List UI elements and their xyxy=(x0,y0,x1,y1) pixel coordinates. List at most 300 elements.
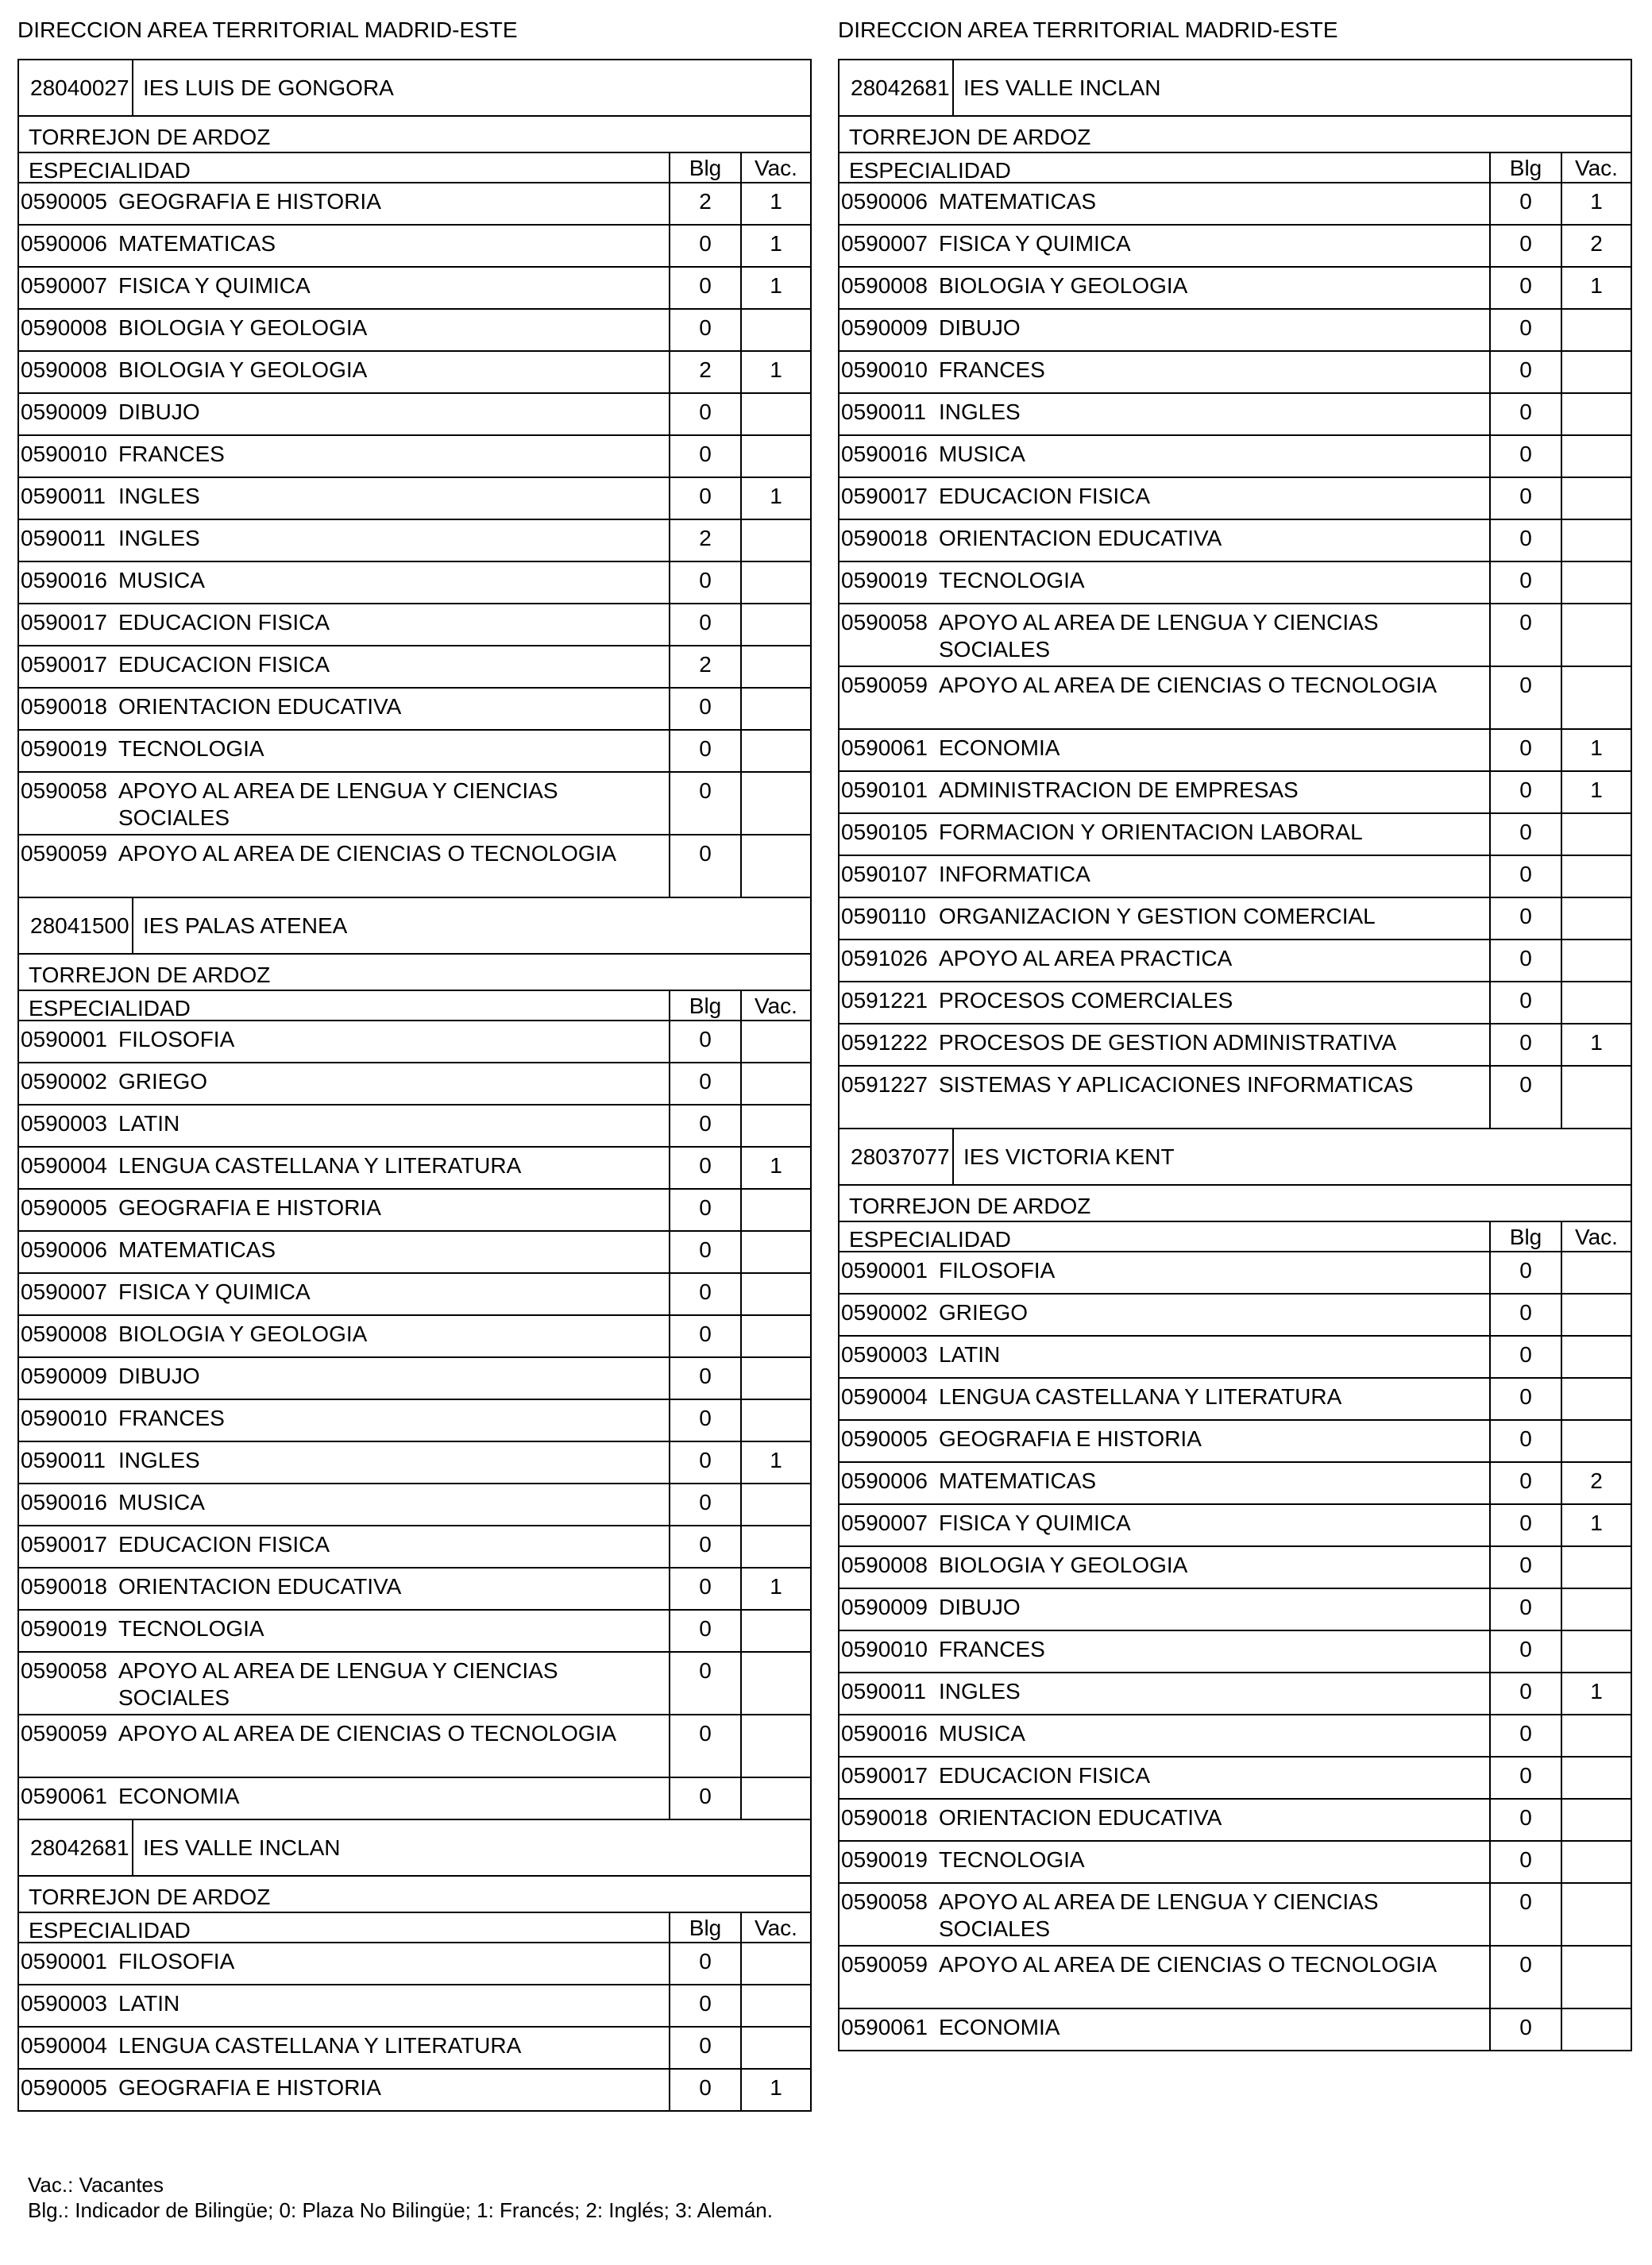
especialidad xyxy=(841,1678,1489,1705)
vac-value xyxy=(1561,1800,1631,1840)
vac-value xyxy=(740,689,810,729)
table-row xyxy=(840,1673,1631,1715)
table-row xyxy=(840,898,1631,940)
blg-value: 0 xyxy=(1489,310,1561,350)
especialidad-code: 0590105 xyxy=(841,820,928,844)
blg-value: 0 xyxy=(669,1442,740,1483)
table-row xyxy=(840,436,1631,478)
especialidad-code: 0590009 xyxy=(841,1595,928,1619)
table-row xyxy=(19,835,810,897)
blg-value: 0 xyxy=(669,1985,740,2026)
vac-value: 1 xyxy=(740,268,810,308)
especialidad-name: APOYO AL AREA DE CIENCIAS O TECNOLOGIA xyxy=(118,841,617,866)
especialidad-code: 0590010 xyxy=(21,1406,108,1430)
blg-value: 0 xyxy=(669,268,740,308)
blg-value: 0 xyxy=(1489,183,1561,224)
especialidad xyxy=(21,778,669,832)
region-title: DIRECCION AREA TERRITORIAL MADRID-ESTE xyxy=(17,17,518,42)
blg-value: 0 xyxy=(1489,1947,1561,2008)
vac-value xyxy=(740,835,810,897)
blg-value: 0 xyxy=(669,1105,740,1146)
especialidad-code: 0590005 xyxy=(21,1195,108,1220)
blg-value: 0 xyxy=(669,394,740,434)
especialidad-cell xyxy=(19,835,669,897)
especialidad-code: 0590008 xyxy=(841,273,928,298)
especialidad-name: GEOGRAFIA E HISTORIA xyxy=(939,1426,1202,1451)
vac-value: 1 xyxy=(740,352,810,392)
blg-value: 0 xyxy=(1489,940,1561,981)
especialidad-cell xyxy=(840,1547,1489,1588)
table-row xyxy=(840,814,1631,856)
vac-value: 1 xyxy=(740,183,810,224)
blg-value: 0 xyxy=(1489,1505,1561,1545)
especialidad-code: 0590007 xyxy=(21,273,108,298)
vac-value xyxy=(740,1316,810,1356)
vac-value xyxy=(740,1400,810,1441)
especialidad-name: ORIENTACION EDUCATIVA xyxy=(939,1805,1222,1830)
especialidad-name: ORGANIZACION Y GESTION COMERCIAL xyxy=(939,904,1376,928)
especialidad-code: 0590006 xyxy=(21,231,108,256)
especialidad xyxy=(841,1029,1489,1056)
center-town: TORREJON DE ARDOZ xyxy=(840,117,1631,153)
blg-value: 2 xyxy=(669,646,740,687)
table-row xyxy=(840,1421,1631,1463)
vac-value: 1 xyxy=(1561,268,1631,308)
table-body xyxy=(840,1252,1631,2050)
especialidad-code: 0590010 xyxy=(21,442,108,466)
table-row xyxy=(19,436,810,478)
vac-value xyxy=(1561,856,1631,897)
especialidad-cell xyxy=(840,1463,1489,1503)
especialidad-name: TECNOLOGIA xyxy=(118,736,264,761)
especialidad xyxy=(21,609,669,636)
blg-value: 0 xyxy=(669,478,740,519)
blg-value: 0 xyxy=(669,731,740,771)
especialidad xyxy=(21,1068,669,1095)
especialidad-name: LATIN xyxy=(118,1991,180,2016)
especialidad-name: APOYO AL AREA DE CIENCIAS O TECNOLOGIA xyxy=(118,1721,617,1746)
especialidad-cell xyxy=(19,352,669,392)
vac-value: 1 xyxy=(740,478,810,519)
table-row xyxy=(840,1842,1631,1884)
especialidad-name: GRIEGO xyxy=(118,1069,208,1094)
table-row xyxy=(19,1943,810,1985)
especialidad-name: MUSICA xyxy=(939,1721,1025,1746)
especialidad xyxy=(841,1762,1489,1789)
blg-value: 0 xyxy=(1489,352,1561,392)
especialidad-code: 0590005 xyxy=(21,2075,108,2100)
especialidad-code: 0590061 xyxy=(841,2015,928,2039)
especialidad xyxy=(841,819,1489,846)
center-name: IES PALAS ATENEA xyxy=(143,913,348,938)
especialidad-name: BIOLOGIA Y GEOLOGIA xyxy=(939,1553,1188,1577)
especialidad-code: 0590007 xyxy=(841,231,928,256)
table-row xyxy=(19,1778,810,1819)
vac-value xyxy=(1561,1421,1631,1461)
especialidad-cell xyxy=(19,1190,669,1230)
especialidad xyxy=(841,1257,1489,1284)
vac-value xyxy=(1561,1842,1631,1882)
especialidad-code: 0590059 xyxy=(21,1721,108,1746)
blg-value: 0 xyxy=(669,1569,740,1609)
vac-value xyxy=(1561,1067,1631,1128)
header-especialidad: ESPECIALIDAD xyxy=(29,996,191,1020)
table-row xyxy=(19,2028,810,2070)
blg-value: 0 xyxy=(669,1778,740,1819)
especialidad-name: APOYO AL AREA DE CIENCIAS O TECNOLOGIA xyxy=(939,673,1438,697)
table-row xyxy=(840,1800,1631,1842)
legend xyxy=(28,2172,773,2223)
especialidad-name: FILOSOFIA xyxy=(118,1027,235,1051)
center-name: IES VALLE INCLAN xyxy=(143,1835,341,1860)
especialidad xyxy=(841,1071,1489,1098)
especialidad xyxy=(841,735,1489,762)
especialidad-name: LATIN xyxy=(939,1342,1001,1367)
blg-value: 0 xyxy=(669,1358,740,1399)
especialidad-code: 0590011 xyxy=(841,1679,926,1704)
especialidad xyxy=(841,1594,1489,1621)
vac-value xyxy=(740,2028,810,2068)
especialidad-cell xyxy=(19,1653,669,1714)
header-vac: Vac. xyxy=(740,1913,810,1942)
table-row xyxy=(840,1947,1631,2009)
especialidad-code: 0590016 xyxy=(21,568,108,592)
especialidad-name: INGLES xyxy=(118,1448,200,1472)
center-name: IES VICTORIA KENT xyxy=(963,1144,1175,1169)
especialidad-name: ORIENTACION EDUCATIVA xyxy=(939,526,1222,550)
especialidad-name: DIBUJO xyxy=(939,315,1021,340)
especialidad xyxy=(21,1363,669,1390)
especialidad-code: 0590008 xyxy=(21,357,108,382)
especialidad-name: EDUCACION FISICA xyxy=(118,1532,330,1557)
vac-value xyxy=(740,1274,810,1314)
region-title: DIRECCION AREA TERRITORIAL MADRID-ESTE xyxy=(838,17,1338,42)
table-row xyxy=(840,1067,1631,1128)
header-blg: Blg xyxy=(1489,153,1561,182)
especialidad-name: INGLES xyxy=(118,526,200,550)
vac-value xyxy=(1561,1337,1631,1377)
especialidad-name: MATEMATICAS xyxy=(118,231,276,256)
especialidad-cell xyxy=(19,1943,669,1984)
vac-value: 1 xyxy=(740,1148,810,1188)
especialidad-cell xyxy=(840,1421,1489,1461)
table-row xyxy=(19,1526,810,1569)
especialidad-code: 0590107 xyxy=(841,862,928,886)
especialidad-cell xyxy=(840,1252,1489,1293)
table-row xyxy=(19,2070,810,2110)
especialidad-code: 0590017 xyxy=(21,1532,108,1557)
especialidad-code: 0590019 xyxy=(841,568,928,592)
vac-value xyxy=(740,562,810,603)
especialidad-cell xyxy=(840,436,1489,477)
especialidad-cell xyxy=(19,1569,669,1609)
vac-value xyxy=(1561,1758,1631,1798)
especialidad-cell xyxy=(840,1947,1489,2008)
vac-value: 1 xyxy=(740,1442,810,1483)
table-row xyxy=(19,1653,810,1715)
especialidad-cell xyxy=(19,1715,669,1777)
blg-value: 0 xyxy=(669,1943,740,1984)
blg-value: 0 xyxy=(669,1190,740,1230)
especialidad-cell xyxy=(840,1758,1489,1798)
vac-value: 1 xyxy=(1561,183,1631,224)
table-body xyxy=(19,1021,810,1819)
vac-value: 2 xyxy=(1561,1463,1631,1503)
blg-value: 0 xyxy=(1489,268,1561,308)
especialidad-code: 0590101 xyxy=(841,778,928,802)
especialidad xyxy=(21,188,669,215)
table-row xyxy=(19,1105,810,1148)
especialidad-code: 0590001 xyxy=(841,1258,928,1283)
center-code: 28042681 xyxy=(19,1820,133,1875)
table-header xyxy=(19,153,810,183)
especialidad-cell xyxy=(19,1778,669,1819)
especialidad-name: LENGUA CASTELLANA Y LITERATURA xyxy=(118,1153,522,1178)
blg-value: 0 xyxy=(669,1063,740,1104)
table-row xyxy=(19,268,810,310)
especialidad-cell xyxy=(840,352,1489,392)
center-section xyxy=(17,898,812,1820)
especialidad xyxy=(841,777,1489,804)
especialidad-name: FRANCES xyxy=(939,1637,1045,1661)
blg-value: 0 xyxy=(1489,436,1561,477)
especialidad-code: 0590018 xyxy=(841,526,928,550)
vac-value xyxy=(740,310,810,350)
especialidad xyxy=(21,1152,669,1179)
especialidad-code: 0590110 xyxy=(841,904,926,928)
vac-value: 1 xyxy=(1561,772,1631,812)
especialidad-cell xyxy=(840,1884,1489,1945)
especialidad-cell xyxy=(19,1526,669,1567)
especialidad xyxy=(21,314,669,341)
blg-value: 0 xyxy=(669,2028,740,2068)
especialidad-cell xyxy=(19,183,669,224)
especialidad-name: MATEMATICAS xyxy=(118,1237,276,1262)
vac-value xyxy=(740,773,810,834)
table-row xyxy=(19,1190,810,1232)
especialidad-cell xyxy=(19,2028,669,2068)
especialidad-code: 0590016 xyxy=(841,442,928,466)
blg-value: 0 xyxy=(1489,1463,1561,1503)
vac-value xyxy=(740,1484,810,1525)
especialidad-cell xyxy=(840,982,1489,1023)
especialidad-cell xyxy=(19,1400,669,1441)
especialidad-name: GEOGRAFIA E HISTORIA xyxy=(118,2075,381,2100)
especialidad-code: 0590006 xyxy=(841,1468,928,1493)
blg-value: 0 xyxy=(669,562,740,603)
table-row xyxy=(840,1379,1631,1421)
especialidad-cell xyxy=(840,310,1489,350)
especialidad xyxy=(21,1237,669,1264)
especialidad xyxy=(21,1615,669,1642)
blg-value: 2 xyxy=(669,352,740,392)
especialidad-name: BIOLOGIA Y GEOLOGIA xyxy=(118,1322,368,1346)
especialidad-code: 0590061 xyxy=(841,735,928,760)
vac-value xyxy=(740,1715,810,1777)
vac-value xyxy=(740,1526,810,1567)
especialidad-code: 0590059 xyxy=(841,1952,928,1977)
especialidad-cell xyxy=(19,1021,669,1062)
especialidad-code: 0591227 xyxy=(841,1072,928,1097)
table-row xyxy=(19,1274,810,1316)
especialidad xyxy=(21,1321,669,1348)
blg-value: 0 xyxy=(669,310,740,350)
blg-value: 0 xyxy=(669,1021,740,1062)
especialidad-cell xyxy=(840,183,1489,224)
blg-value: 0 xyxy=(1489,856,1561,897)
table-row xyxy=(19,773,810,835)
especialidad-cell xyxy=(19,478,669,519)
vac-value: 1 xyxy=(1561,1505,1631,1545)
table-row xyxy=(840,1252,1631,1295)
especialidad-cell xyxy=(19,1148,669,1188)
especialidad-cell xyxy=(840,667,1489,728)
especialidad-cell xyxy=(19,310,669,350)
especialidad-name: SISTEMAS Y APLICACIONES INFORMATICAS xyxy=(939,1072,1414,1097)
especialidad xyxy=(841,1426,1489,1453)
especialidad-code: 0590011 xyxy=(841,399,926,424)
especialidad-cell xyxy=(840,814,1489,855)
table-row xyxy=(840,562,1631,604)
especialidad-name: APOYO AL AREA DE LENGUA Y CIENCIAS SOCIALES xyxy=(118,778,558,830)
table-row xyxy=(19,226,810,268)
vac-value: 1 xyxy=(740,2070,810,2110)
especialidad-cell xyxy=(19,646,669,687)
vac-value xyxy=(1561,310,1631,350)
center-section xyxy=(17,59,812,898)
especialidad-cell xyxy=(840,394,1489,434)
center-header xyxy=(19,60,810,117)
table-header xyxy=(840,1222,1631,1252)
especialidad xyxy=(21,735,669,762)
especialidad-cell xyxy=(19,1611,669,1651)
blg-value: 0 xyxy=(1489,1589,1561,1630)
center-town: TORREJON DE ARDOZ xyxy=(19,955,810,991)
especialidad-code: 0590019 xyxy=(21,736,108,761)
table-row xyxy=(19,731,810,773)
especialidad-cell xyxy=(19,562,669,603)
table-row xyxy=(19,1985,810,2028)
especialidad-cell xyxy=(19,1484,669,1525)
especialidad-name: ADMINISTRACION DE EMPRESAS xyxy=(939,778,1299,802)
especialidad-cell xyxy=(840,1631,1489,1672)
legend-blg: Blg.: Indicador de Bilingüe; 0: Plaza No Bilingüe; 1: Francés; 2: Inglés; 3: Alemán. xyxy=(28,2198,773,2222)
especialidad-cell xyxy=(19,689,669,729)
blg-value: 0 xyxy=(1489,1337,1561,1377)
especialidad xyxy=(841,1383,1489,1410)
especialidad xyxy=(21,1573,669,1600)
especialidad-name: FILOSOFIA xyxy=(939,1258,1056,1283)
especialidad-cell xyxy=(840,856,1489,897)
vac-value: 1 xyxy=(1561,1024,1631,1065)
blg-value: 0 xyxy=(669,1526,740,1567)
especialidad-name: GRIEGO xyxy=(939,1300,1029,1325)
especialidad xyxy=(21,1110,669,1137)
especialidad xyxy=(841,672,1489,699)
especialidad xyxy=(841,188,1489,215)
especialidad-cell xyxy=(840,1295,1489,1335)
especialidad-cell xyxy=(19,1105,669,1146)
table-row xyxy=(840,1758,1631,1800)
especialidad-cell xyxy=(840,1379,1489,1419)
vac-value xyxy=(1561,982,1631,1023)
vac-value xyxy=(1561,478,1631,519)
especialidad-name: MATEMATICAS xyxy=(939,1468,1097,1493)
especialidad-code: 0590019 xyxy=(21,1616,108,1641)
header-vac: Vac. xyxy=(1561,153,1631,182)
vac-value xyxy=(1561,352,1631,392)
especialidad-code: 0591221 xyxy=(841,988,928,1013)
vac-value xyxy=(1561,604,1631,666)
especialidad xyxy=(841,945,1489,972)
header-blg: Blg xyxy=(1489,1222,1561,1251)
especialidad xyxy=(841,483,1489,510)
blg-value: 0 xyxy=(1489,1024,1561,1065)
vac-value: 1 xyxy=(740,226,810,266)
table-row xyxy=(19,1611,810,1653)
table-row xyxy=(840,772,1631,814)
vac-value xyxy=(740,604,810,645)
especialidad-cell xyxy=(19,226,669,266)
especialidad-code: 0590001 xyxy=(21,1027,108,1051)
especialidad-cell xyxy=(19,2070,669,2110)
center-town: TORREJON DE ARDOZ xyxy=(19,117,810,153)
vac-value xyxy=(1561,2009,1631,2050)
table-row xyxy=(19,1232,810,1274)
especialidad-name: LENGUA CASTELLANA Y LITERATURA xyxy=(939,1384,1342,1409)
especialidad-name: MATEMATICAS xyxy=(939,189,1097,214)
table-row xyxy=(19,1442,810,1484)
especialidad-code: 0590007 xyxy=(21,1279,108,1304)
especialidad-code: 0590017 xyxy=(841,1763,928,1788)
especialidad-name: TECNOLOGIA xyxy=(939,568,1085,592)
especialidad-cell xyxy=(840,772,1489,812)
especialidad-name: ECONOMIA xyxy=(939,735,1060,760)
header-vac: Vac. xyxy=(740,991,810,1020)
especialidad-cell xyxy=(19,394,669,434)
especialidad xyxy=(21,230,669,257)
table-row xyxy=(19,646,810,689)
table-row xyxy=(19,310,810,352)
especialidad-cell xyxy=(840,940,1489,981)
table-body xyxy=(840,183,1631,1128)
especialidad-code: 0590009 xyxy=(841,315,928,340)
table-header xyxy=(19,991,810,1021)
table-row xyxy=(840,1884,1631,1947)
vac-value xyxy=(1561,667,1631,728)
especialidad-name: FISICA Y QUIMICA xyxy=(939,1511,1131,1535)
blg-value: 0 xyxy=(669,835,740,897)
especialidad xyxy=(21,1657,669,1711)
especialidad xyxy=(841,1299,1489,1326)
blg-value: 0 xyxy=(669,1611,740,1651)
especialidad-cell xyxy=(840,478,1489,519)
vac-value xyxy=(1561,1589,1631,1630)
table-row xyxy=(840,1295,1631,1337)
vac-value xyxy=(1561,1884,1631,1945)
especialidad-name: FRANCES xyxy=(118,1406,225,1430)
table-row xyxy=(840,730,1631,772)
especialidad-code: 0590058 xyxy=(21,778,108,803)
especialidad-code: 0590011 xyxy=(21,1448,106,1472)
blg-value: 0 xyxy=(1489,814,1561,855)
especialidad xyxy=(21,1489,669,1516)
especialidad-name: DIBUJO xyxy=(118,1364,200,1388)
blg-value: 0 xyxy=(669,226,740,266)
especialidad-cell xyxy=(19,520,669,561)
especialidad xyxy=(841,1636,1489,1663)
table-row xyxy=(840,856,1631,898)
